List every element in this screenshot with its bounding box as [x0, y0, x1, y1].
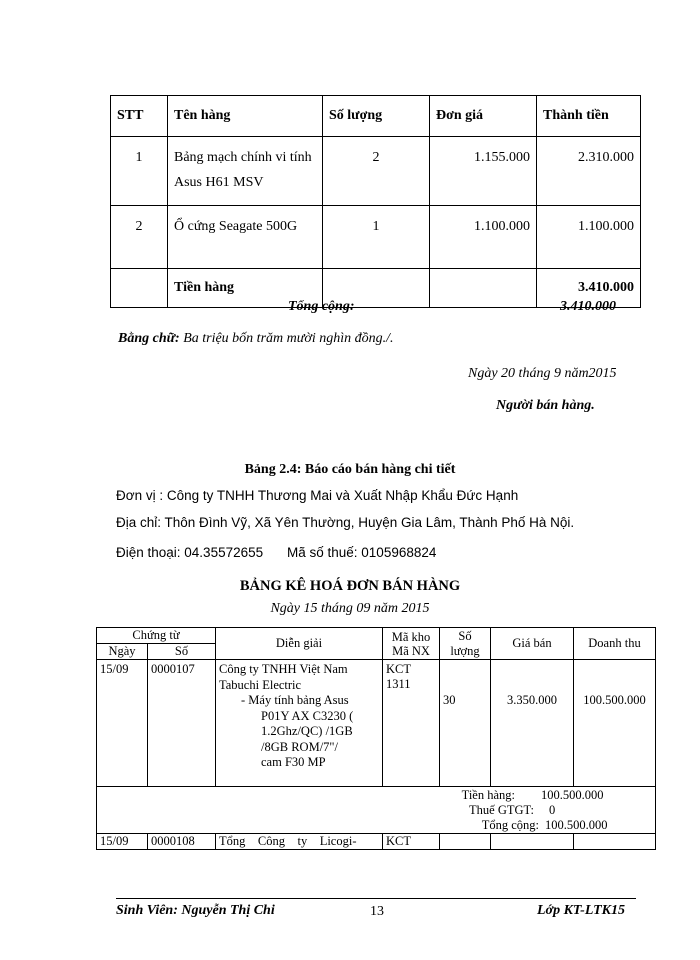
footer-rule	[116, 898, 636, 899]
header-quantity: Số lượng	[323, 96, 430, 137]
row-product	[168, 137, 323, 206]
header-warehouse	[383, 628, 440, 660]
header-voucher: Chứng từ	[97, 628, 216, 644]
row-quantity: 2	[323, 137, 430, 206]
header-revenue: Doanh thu	[574, 628, 656, 660]
entry-warehouse: KCT	[383, 834, 440, 850]
entry-item-first: - Máy tính bảng Asus	[241, 693, 349, 707]
entry-item-line: P01Y AX C3230 (	[261, 708, 354, 723]
subtotal-label: Tiền hàng	[168, 269, 323, 308]
entry-description	[216, 660, 383, 787]
entry-description: Tổng Công ty Licogi-	[216, 834, 383, 850]
summary-total-label: Tổng cộng:	[481, 818, 539, 832]
company-unit: Đơn vị : Công ty TNHH Thương Mai và Xuất Nhập Khẩu Đức Hạnh	[116, 488, 519, 503]
listing-title: BẢNG KÊ HOÁ ĐƠN BÁN HÀNG	[239, 578, 461, 594]
subtotal-value: 3.410.000	[537, 269, 641, 308]
table-row	[97, 660, 656, 787]
row-amount: 2.310.000	[537, 137, 641, 206]
row-quantity: 1	[323, 206, 430, 269]
listing-date: Ngày 15 tháng 09 năm 2015	[270, 601, 430, 616]
summary-row	[97, 787, 656, 834]
row-unit-price: 1.155.000	[430, 137, 537, 206]
table-row	[97, 834, 656, 850]
header-quantity	[440, 628, 491, 660]
entry-quantity: 30	[440, 660, 491, 787]
row-product-line: Asus H61 MSV	[174, 175, 264, 190]
company-phone: Điện thoại: 04.35572655	[116, 545, 264, 560]
entry-number: 0000107	[148, 660, 216, 787]
date-line: Ngày 20 tháng 9 năm2015	[468, 366, 617, 381]
entry-revenue: 100.500.000	[574, 660, 656, 787]
entry-warehouse-line: KCT	[386, 662, 411, 676]
row-product-line: Bảng mạch chính vi tính	[174, 150, 312, 165]
company-tax-code: Mã số thuế: 0105968824	[287, 545, 437, 560]
footer-class: Lớp KT-LTK15	[537, 903, 626, 918]
header-description: Diễn giải	[216, 628, 383, 660]
row-unit-price: 1.100.000	[430, 206, 537, 269]
summary-goods-value: 100.500.000	[541, 788, 604, 802]
row-amount: 1.100.000	[537, 206, 641, 269]
entry-day: 15/09	[97, 660, 148, 787]
report-title: Bảng 2.4: Báo cáo bán hàng chi tiết	[244, 462, 456, 477]
entry-customer: Tabuchi Electric	[219, 677, 302, 692]
summary-goods-label: Tiền hàng:	[461, 788, 515, 802]
entry-item-line: cam F30 MP	[261, 755, 326, 769]
header-product: Tên hàng	[168, 96, 323, 137]
summary-vat-label: Thuế GTGT:	[469, 803, 534, 817]
header-stt: STT	[111, 96, 168, 137]
row-stt: 2	[111, 206, 168, 269]
in-words-text: Ba triệu bốn trăm mười nghìn đồng./.	[183, 331, 394, 346]
entry-number: 0000108	[148, 834, 216, 850]
company-address: Địa chỉ: Thôn Đình Vỹ, Xã Yên Thường, Huyện Gia Lâm, Thành Phố Hà Nội.	[116, 515, 575, 530]
sales-listing-table	[96, 627, 656, 850]
total-value: 3.410.000	[560, 299, 616, 314]
entry-customer: Công ty TNHH Việt Nam	[219, 662, 348, 676]
entry-day: 15/09	[97, 834, 148, 850]
row-product: Ổ cứng Seagate 500G	[168, 206, 323, 269]
table-row	[111, 206, 641, 269]
summary-vat-value: 0	[549, 803, 556, 817]
header-price: Giá bán	[491, 628, 574, 660]
header-warehouse-line: Mã kho	[391, 629, 431, 644]
header-quantity-line: Số	[458, 628, 472, 643]
table-row	[111, 137, 641, 206]
header-amount: Thành tiền	[537, 96, 641, 137]
header-day: Ngày	[97, 644, 148, 660]
invoice-table	[110, 95, 641, 308]
summary-total-value: 100.500.000	[545, 818, 608, 832]
entry-price: 3.350.000	[491, 660, 574, 787]
seller-signature-label: Người bán hàng.	[496, 398, 595, 413]
header-quantity-line: lượng	[450, 643, 480, 658]
header-warehouse-line: Mã NX	[392, 643, 430, 658]
header-number: Số	[148, 644, 216, 660]
entry-warehouse	[383, 660, 440, 787]
total-label: Tổng cộng:	[288, 299, 355, 314]
amount-in-words	[118, 331, 394, 347]
footer-student: Sinh Viên: Nguyễn Thị Chi	[116, 903, 275, 918]
in-words-label: Bằng chữ:	[118, 331, 180, 346]
entry-item-line: 1.2Ghz/QC) /1GB	[261, 724, 353, 738]
header-unit-price: Đơn giá	[430, 96, 537, 137]
entry-warehouse-line: 1311	[386, 677, 411, 691]
footer-page-number: 13	[370, 904, 384, 919]
row-stt: 1	[111, 137, 168, 206]
entry-item-line: /8GB ROM/7"/	[261, 739, 338, 754]
